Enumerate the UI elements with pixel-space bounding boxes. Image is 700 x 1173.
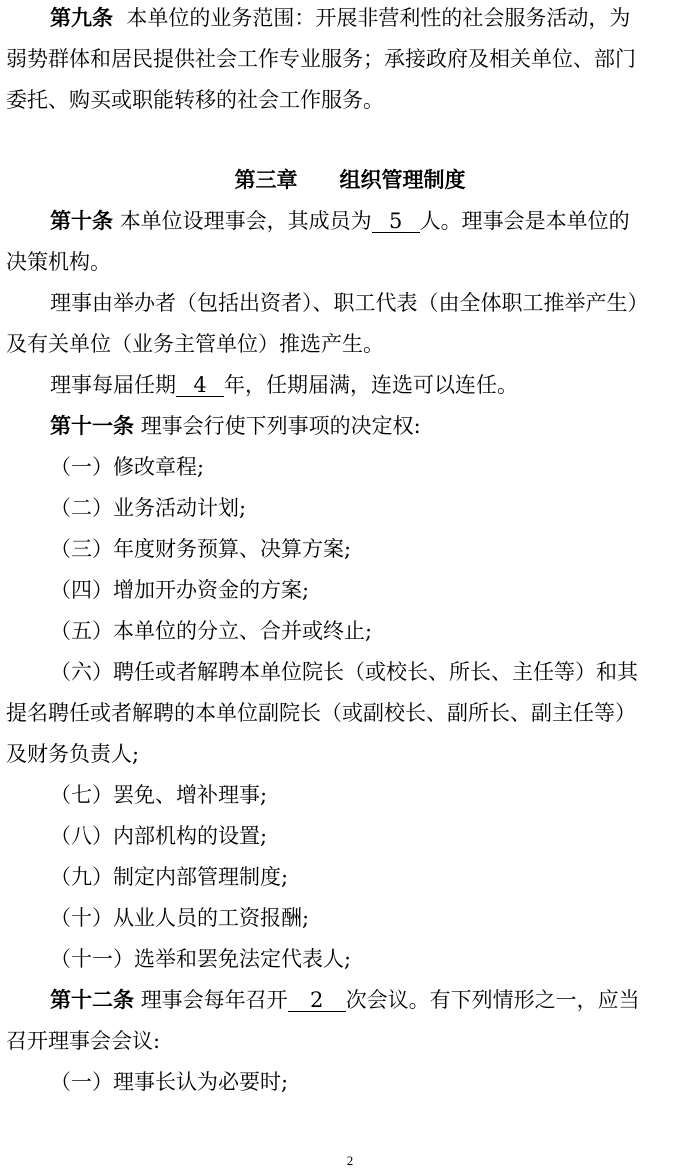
term-text-a: 理事每届任期 (50, 373, 176, 397)
page-number: 2 (346, 1153, 354, 1168)
article-11-heading: 第十一条 (50, 414, 134, 438)
meetings-count-blank: 2 (288, 989, 346, 1012)
chapter-heading (0, 166, 700, 194)
article-12-text-a: 理事会每年召开 (140, 988, 288, 1012)
article-11-line-1 (0, 412, 700, 440)
article-10-para-2-line-1: 理事由举办者（包括出资者）、职工代表（由全体职工推举产生） (50, 291, 649, 315)
article-12-line-1 (0, 986, 700, 1014)
article-10-para-3 (0, 371, 700, 399)
article-9-line-3: 委托、购买或职能转移的社会工作服务。 (6, 88, 384, 112)
article-11-item: （七）罢免、增补理事; (50, 783, 268, 807)
article-12-line-2: 召开理事会会议: (6, 1029, 161, 1053)
article-11-item: （十）从业人员的工资报酬; (50, 906, 310, 930)
article-10-text-a: 本单位设理事会，其成员为 (119, 209, 372, 233)
article-11-item: （二）业务活动计划; (50, 496, 247, 520)
article-11-intro: 理事会行使下列事项的决定权: (140, 414, 421, 438)
article-11-item: （十一）选举和罢免法定代表人; (50, 947, 352, 971)
article-11-item: （一）修改章程; (50, 455, 205, 479)
article-11-item: （五）本单位的分立、合并或终止; (50, 619, 373, 643)
chapter-title: 组织管理制度 (339, 168, 466, 192)
article-12-item: （一）理事长认为必要时; (50, 1070, 289, 1094)
chapter-number: 第三章 (234, 168, 298, 192)
article-10-heading: 第十条 (50, 209, 113, 233)
article-12-heading: 第十二条 (50, 988, 134, 1012)
article-11-item: （三）年度财务预算、决算方案; (50, 537, 352, 561)
article-11-item: （九）制定内部管理制度; (50, 865, 289, 889)
article-11-item-continued: 及财务负责人; (6, 742, 140, 766)
article-10-para-2-line-2: 及有关单位（业务主管单位）推选产生。 (6, 332, 384, 356)
members-count-blank: 5 (372, 210, 420, 233)
article-9-text: 本单位的业务范围：开展非营利性的社会服务活动，为 (126, 6, 631, 30)
article-12-text-b: 次会议。有下列情形之一，应当 (345, 988, 640, 1012)
article-9-heading: 第九条 (50, 6, 113, 30)
article-11-item: （六）聘任或者解聘本单位院长（或校长、所长、主任等）和其 (50, 660, 638, 684)
article-10-line-1 (0, 207, 700, 235)
article-10-line-2: 决策机构。 (6, 250, 111, 274)
article-11-item-continued: 提名聘任或者解聘的本单位副院长（或副校长、副所长、副主任等） (6, 701, 636, 725)
article-9-line-2: 弱势群体和居民提供社会工作专业服务；承接政府及相关单位、部门 (6, 47, 636, 71)
article-11-item: （四）增加开办资金的方案; (50, 578, 310, 602)
term-text-b: 年，任期届满，连选可以连任。 (224, 373, 518, 397)
article-10-text-b: 人。理事会是本单位的 (419, 209, 630, 233)
article-9-line-1 (0, 4, 700, 32)
term-years-blank: 4 (176, 374, 224, 397)
article-11-item: （八）内部机构的设置; (50, 824, 268, 848)
